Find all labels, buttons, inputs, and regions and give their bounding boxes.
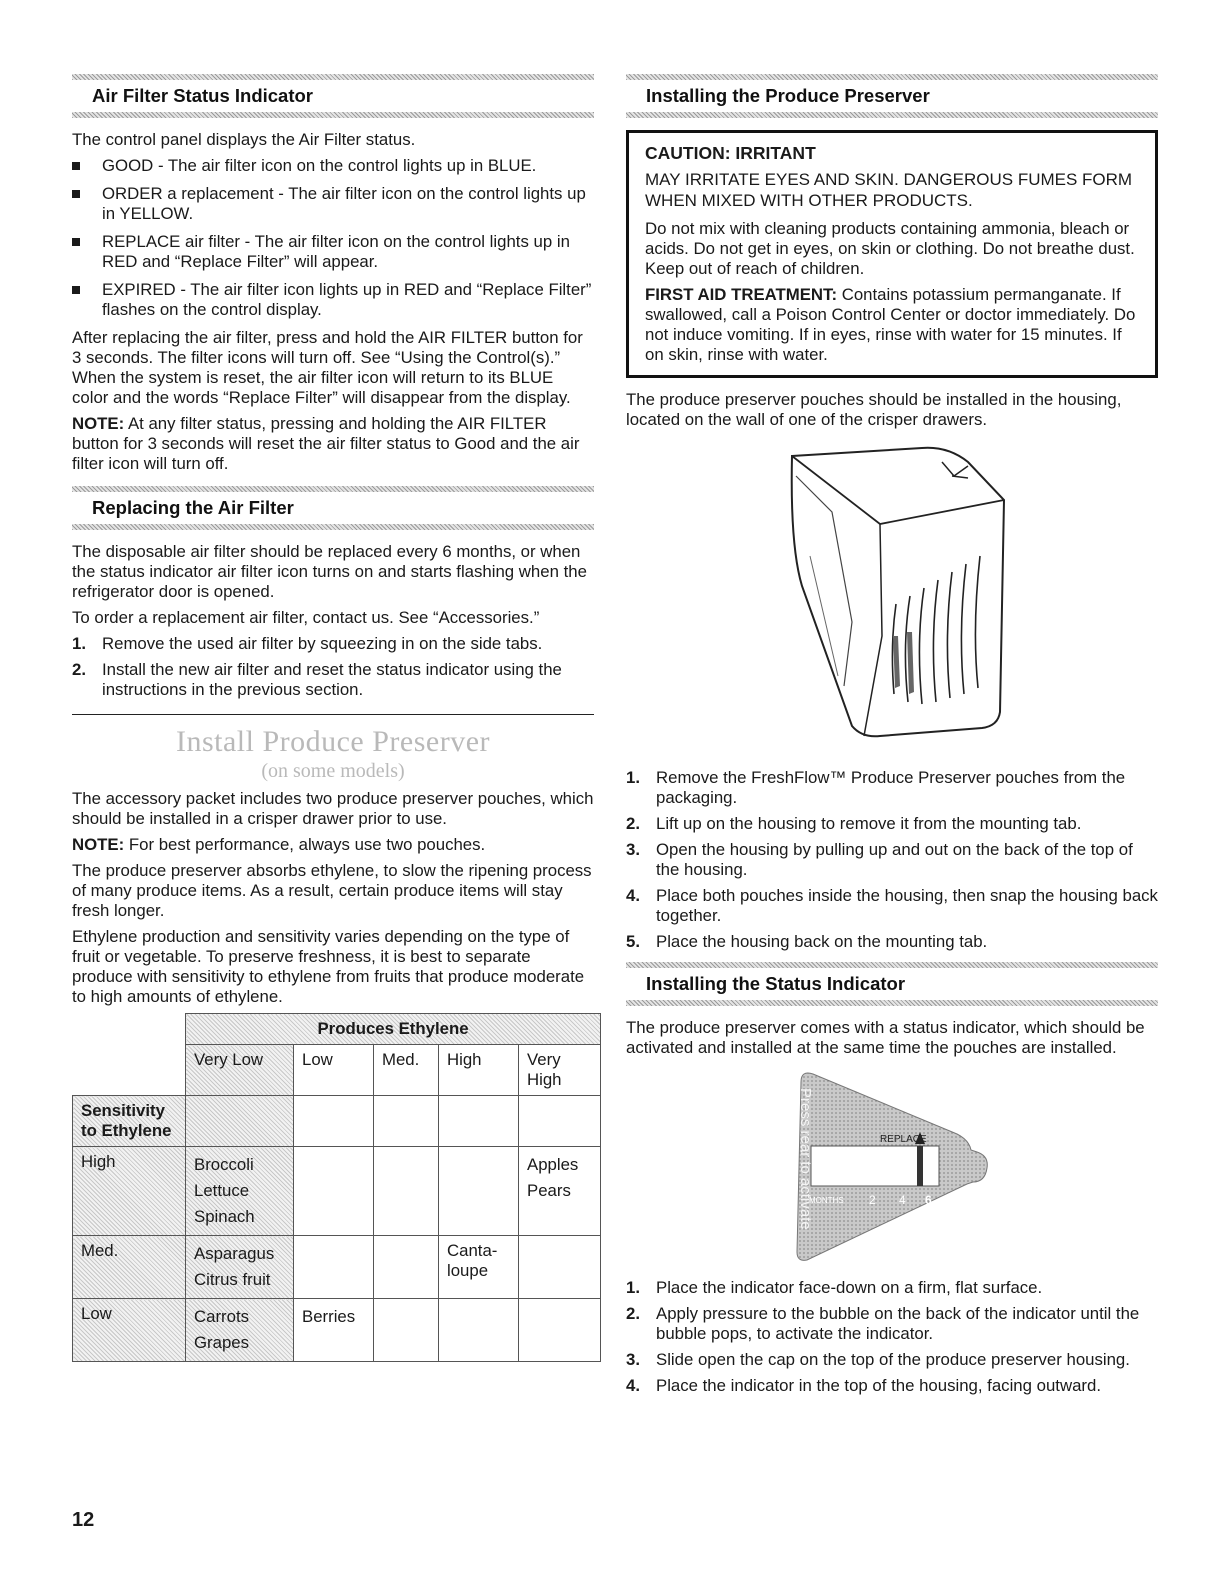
produce-item: Berries: [302, 1307, 356, 1326]
installing-preserver-heading: Installing the Produce Preserver: [646, 85, 930, 106]
section-divider: [72, 714, 594, 715]
step-number: 3.: [626, 840, 640, 859]
status-indicator-steps: [626, 1278, 1158, 1396]
column-header: Med.: [374, 1045, 439, 1096]
table-row: [73, 1236, 601, 1299]
produce-item: Spinach: [194, 1207, 255, 1226]
column-header: Very Low: [186, 1045, 294, 1096]
table-cell: [519, 1147, 601, 1236]
table-cell: [519, 1299, 601, 1362]
produce-item: Pears: [527, 1181, 571, 1200]
table-cell: [294, 1096, 374, 1147]
step-text: Open the housing by pulling up and out on the back of the top of the housing.: [656, 840, 1133, 879]
produce-item: Apples: [527, 1155, 579, 1174]
table-cell: [439, 1096, 519, 1147]
produce-item: Canta-: [447, 1241, 498, 1260]
air-filter-note: [72, 414, 594, 474]
table-cell: [294, 1299, 374, 1362]
replacing-steps: [72, 634, 594, 700]
indicator-mark: 4: [899, 1193, 906, 1207]
list-item: [626, 814, 1158, 834]
table-cell: [439, 1147, 519, 1236]
preserver-housing-illustration: [772, 436, 1012, 754]
step-number: 3.: [626, 1350, 640, 1369]
table-cell: [294, 1236, 374, 1299]
note-text: At any filter status, pressing and holding the AIR FILTER button for 3 seconds will reset the air filter status to Good and the air filter icon will turn off.: [72, 414, 580, 473]
list-item: ORDER a replacement - The air filter icon on the control lights up in YELLOW.: [72, 184, 594, 224]
step-number: 2.: [626, 1304, 640, 1323]
air-filter-heading: Air Filter Status Indicator: [92, 85, 314, 106]
caution-box: [626, 130, 1158, 378]
step-text: Remove the FreshFlow™ Produce Preserver pouches from the packaging.: [656, 768, 1126, 807]
table-corner: [73, 1014, 186, 1045]
list-item: [626, 1376, 1158, 1396]
step-number: 1.: [626, 768, 640, 787]
produce-item: Carrots: [194, 1307, 250, 1326]
install-section-title: Install Produce Preserver: [175, 725, 491, 758]
indicator-mark: 2: [869, 1193, 876, 1207]
list-item: [72, 634, 594, 654]
preserver-steps: [626, 768, 1158, 952]
table-cell: [519, 1236, 601, 1299]
table-cell: [374, 1147, 439, 1236]
step-number: 2.: [72, 660, 86, 679]
step-text: Lift up on the housing to remove it from the mounting tab.: [656, 814, 1082, 833]
list-item: [626, 1278, 1158, 1298]
install-note: [72, 835, 594, 855]
air-filter-after-text: After replacing the air filter, press and hold the AIR FILTER button for 3 seconds. The filter icons will turn off. See “Using the Control(s).” When the system is reset, the air filter icon will return to its BLUE color and the words “Replace Filter” will disappear from the display.: [72, 328, 583, 407]
column-header: High: [439, 1045, 519, 1096]
install-p2: The produce preserver absorbs ethylene, to slow the ripening process of many produce items. As a result, certain produce items will stay fresh longer.: [72, 861, 592, 920]
left-column: [72, 74, 594, 1362]
list-item: EXPIRED - The air filter icon lights up in RED and “Replace Filter” flashes on the control display.: [72, 280, 594, 320]
first-aid-body: Contains potassium permanganate. If swallowed, call a Poison Control Center or doctor immediately. Do not induce vomiting. If in eyes, rinse with water for 15 minutes. If on skin, rinse with water.: [645, 285, 1136, 364]
sensitivity-header: Sensitivity to Ethylene: [73, 1096, 186, 1147]
step-text: Place the indicator in the top of the housing, facing outward.: [656, 1376, 1101, 1395]
step-text: Place both pouches inside the housing, then snap the housing back together.: [656, 886, 1158, 925]
status-indicator-heading: Installing the Status Indicator: [646, 973, 906, 994]
caution-warning: MAY IRRITATE EYES AND SKIN. DANGEROUS FUMES FORM WHEN MIXED WITH OTHER PRODUCTS.: [645, 170, 1133, 210]
status-indicator-illustration: [787, 1064, 997, 1264]
first-aid-label: FIRST AID TREATMENT:: [645, 285, 838, 304]
column-header: Low: [294, 1045, 374, 1096]
table-cell: [186, 1236, 294, 1299]
indicator-months-label: MONTHS: [809, 1196, 844, 1205]
table-cell: [186, 1299, 294, 1362]
row-label: High: [73, 1147, 186, 1236]
preserver-location-text: The produce preserver pouches should be installed in the housing, located on the wall of one of the crisper drawers.: [626, 390, 1122, 429]
step-text: Slide open the cap on the top of the produce preserver housing.: [656, 1350, 1130, 1369]
replacing-heading: Replacing the Air Filter: [92, 497, 294, 518]
caution-body: Do not mix with cleaning products containing ammonia, bleach or acids. Do not get in eyes, on skin or clothing. Do not breathe dust. Keep out of reach of children.: [645, 219, 1135, 278]
step-text: Place the housing back on the mounting tab.: [656, 932, 988, 951]
table-cell: [374, 1299, 439, 1362]
list-item: [626, 1304, 1158, 1344]
produces-ethylene-header: Produces Ethylene: [186, 1014, 601, 1045]
produce-item: Citrus fruit: [194, 1270, 271, 1289]
right-column: [626, 74, 1158, 1402]
air-filter-header: [72, 74, 594, 118]
list-item: [626, 886, 1158, 926]
indicator-replace-label: REPLACE: [880, 1134, 927, 1145]
table-cell: [186, 1096, 294, 1147]
first-aid-text: [645, 285, 1139, 365]
note-label: NOTE:: [72, 835, 125, 854]
step-text: Remove the used air filter by squeezing in on the side tabs.: [102, 634, 543, 653]
air-filter-status-list: [72, 156, 594, 320]
row-label: Med.: [73, 1236, 186, 1299]
replacing-p2: To order a replacement air filter, contact us. See “Accessories.”: [72, 608, 540, 627]
step-number: 4.: [626, 886, 640, 905]
install-section-subtitle: (on some models): [261, 760, 405, 782]
table-cell: [374, 1236, 439, 1299]
replacing-header: [72, 486, 594, 530]
produce-item: loupe: [447, 1261, 489, 1280]
list-item: [626, 840, 1158, 880]
list-item: GOOD - The air filter icon on the control lights up in BLUE.: [72, 156, 594, 176]
replacing-p1: The disposable air filter should be replaced every 6 months, or when the status indicator air filter icon turns on and starts flashing when the refrigerator door is opened.: [72, 542, 587, 601]
step-number: 2.: [626, 814, 640, 833]
table-cell: [186, 1147, 294, 1236]
status-indicator-text: The produce preserver comes with a status indicator, which should be activated and installed at the same time the pouches are installed.: [626, 1018, 1145, 1057]
step-text: Install the new air filter and reset the status indicator using the instructions in the previous section.: [102, 660, 562, 699]
install-p1: The accessory packet includes two produce preserver pouches, which should be installed in a crisper drawer prior to use.: [72, 789, 594, 828]
note-label: NOTE:: [72, 414, 125, 433]
list-item: [626, 932, 1158, 952]
table-corner: [73, 1045, 186, 1096]
note-text: For best performance, always use two pouches.: [124, 835, 486, 854]
row-label: Low: [73, 1299, 186, 1362]
page-number: 12: [72, 1509, 95, 1531]
indicator-mark: 6: [925, 1193, 932, 1207]
status-indicator-header: [626, 962, 1158, 1006]
table-cell: [294, 1147, 374, 1236]
step-text: Apply pressure to the bubble on the back of the indicator until the bubble pops, to activate the indicator.: [656, 1304, 1140, 1343]
list-item: [626, 1350, 1158, 1370]
step-number: 4.: [626, 1376, 640, 1395]
step-number: 5.: [626, 932, 640, 951]
table-cell: [519, 1096, 601, 1147]
table-cell: [439, 1299, 519, 1362]
ethylene-table: [72, 1013, 601, 1362]
column-header: Very High: [519, 1045, 601, 1096]
table-cell: [439, 1236, 519, 1299]
table-row: [73, 1147, 601, 1236]
produce-item: Grapes: [194, 1333, 250, 1352]
step-number: 1.: [72, 634, 86, 653]
list-item: [626, 768, 1158, 808]
list-item: REPLACE air filter - The air filter icon on the control lights up in RED and “Replace Filter” will appear.: [72, 232, 594, 272]
produce-item: Lettuce: [194, 1181, 250, 1200]
step-text: Place the indicator face-down on a firm, flat surface.: [656, 1278, 1043, 1297]
caution-title: CAUTION: IRRITANT: [645, 143, 816, 163]
step-number: 1.: [626, 1278, 640, 1297]
list-item: [72, 660, 594, 700]
table-cell: [374, 1096, 439, 1147]
install-p3: Ethylene production and sensitivity varies depending on the type of fruit or vegetable. To preserve freshness, it is best to separate produce with sensitivity to ethylene from fruits that produce moderate to high amounts of ethylene.: [72, 927, 585, 1006]
produce-item: Broccoli: [194, 1155, 254, 1174]
indicator-side-text: Press rear to activate: [797, 1088, 814, 1230]
table-row: [73, 1299, 601, 1362]
produce-item: Asparagus: [194, 1244, 275, 1263]
installing-preserver-header: [626, 74, 1158, 118]
air-filter-intro: The control panel displays the Air Filter status.: [72, 130, 416, 149]
